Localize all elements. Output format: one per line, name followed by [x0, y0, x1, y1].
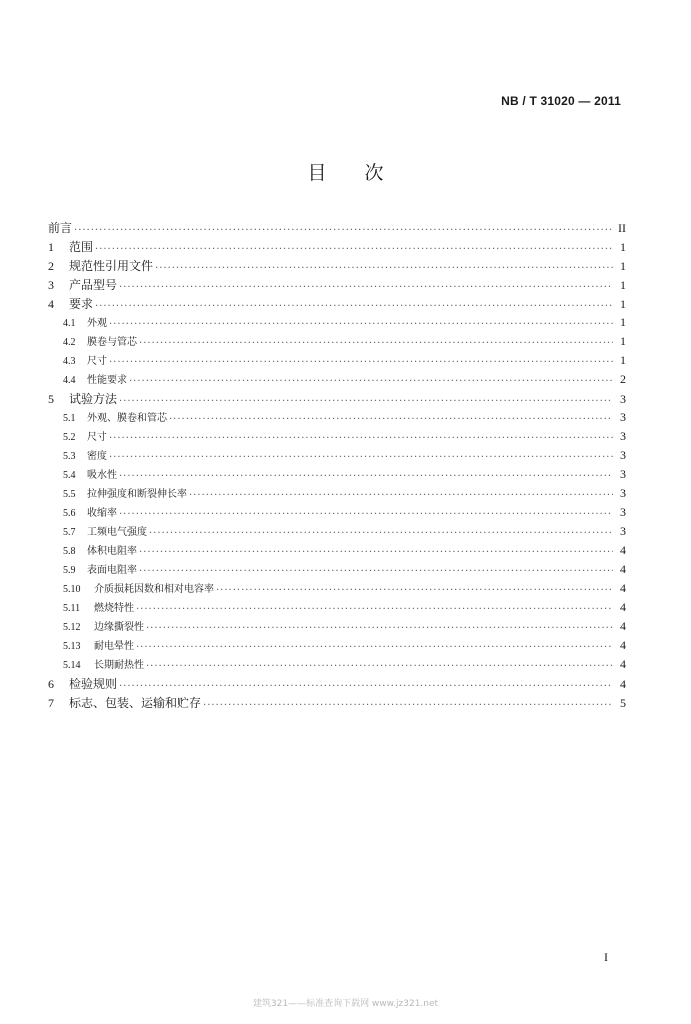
- toc-entry[interactable]: [48, 599, 626, 618]
- toc-dot-leader: [139, 544, 613, 555]
- toc-entry-label: 吸水性: [87, 470, 117, 481]
- toc-entry[interactable]: [48, 314, 626, 333]
- toc-entry-page: 1: [620, 353, 626, 367]
- toc-entry[interactable]: [48, 618, 626, 637]
- toc-entry[interactable]: [48, 295, 626, 314]
- toc-entry[interactable]: [48, 371, 626, 390]
- toc-dot-leader: [216, 582, 613, 593]
- toc-entry[interactable]: [48, 637, 626, 656]
- toc-dot-leader: [109, 354, 613, 365]
- toc-entry-number: 5.3: [63, 451, 76, 462]
- toc-entry-page: 1: [620, 334, 626, 348]
- toc-dot-leader: [139, 563, 613, 574]
- toc-entry-label: 密度: [87, 451, 107, 462]
- toc-dot-leader: [136, 601, 613, 612]
- toc-entry-number: 5.5: [63, 489, 76, 500]
- toc-entry-label: 拉伸强度和断裂伸长率: [87, 489, 187, 500]
- toc-entry-number: 5.14: [63, 660, 81, 671]
- toc-entry-page: 1: [620, 297, 626, 311]
- toc-entry-number: 5.12: [63, 622, 81, 633]
- toc-entry-number: 5: [48, 392, 54, 406]
- toc-entry-label: 膜卷与管芯: [87, 337, 137, 348]
- toc-entry-page: 1: [620, 315, 626, 329]
- toc-dot-leader: [119, 678, 613, 689]
- toc-entry-page: 5: [620, 696, 626, 710]
- toc-entry[interactable]: [48, 428, 626, 447]
- toc-dot-leader: [155, 260, 613, 271]
- toc-entry-label: 长期耐热性: [94, 660, 144, 671]
- toc-dot-leader: [136, 639, 613, 650]
- toc-entry-number: 7: [48, 696, 54, 710]
- toc-entry[interactable]: [48, 352, 626, 371]
- toc-entry-number: 5.9: [63, 565, 76, 576]
- toc-entry-number: 5.4: [63, 470, 76, 481]
- toc-dot-leader: [146, 620, 613, 631]
- toc-entry[interactable]: [48, 580, 626, 599]
- toc-entry-number: 4: [48, 297, 54, 311]
- toc-entry[interactable]: [48, 523, 626, 542]
- toc-entry[interactable]: [48, 542, 626, 561]
- watermark-text: 建筑321——标准查询下载网 www.jz321.net: [252, 999, 439, 1009]
- toc-entry[interactable]: [48, 561, 626, 580]
- toc-entry-page: 4: [620, 638, 626, 652]
- toc-entry-page: 3: [620, 448, 626, 462]
- toc-entry-label: 前言: [48, 221, 73, 235]
- toc-entry-label: 尺寸: [87, 356, 107, 367]
- toc-dot-leader: [109, 316, 613, 327]
- toc-dot-leader: [74, 222, 613, 233]
- toc-entry-label: 规范性引用文件: [69, 259, 154, 273]
- toc-entry-label: 性能要求: [87, 375, 127, 386]
- toc-entry-number: 1: [48, 240, 54, 254]
- toc-dot-leader: [109, 430, 613, 441]
- toc-entry-label: 介质损耗因数和相对电容率: [94, 584, 214, 595]
- toc-dot-leader: [139, 335, 613, 346]
- toc-entry-number: 4.3: [63, 356, 76, 367]
- table-of-contents: [48, 219, 626, 713]
- toc-entry-page: 1: [620, 278, 626, 292]
- toc-entry-label: 尺寸: [87, 432, 107, 443]
- toc-entry-label: 工频电气强度: [87, 527, 147, 538]
- toc-entry[interactable]: [48, 219, 626, 238]
- toc-entry-number: 5.7: [63, 527, 76, 538]
- toc-entry-page: 1: [620, 259, 626, 273]
- toc-dot-leader: [119, 279, 613, 290]
- standard-code: NB / T 31020 — 2011: [501, 94, 621, 108]
- toc-entry-number: 4.1: [63, 318, 76, 329]
- toc-entry-page: 4: [620, 600, 626, 614]
- toc-dot-leader: [203, 697, 613, 708]
- toc-entry-number: 3: [48, 278, 54, 292]
- page-number: I: [604, 950, 608, 964]
- toc-entry-label: 外观: [87, 318, 107, 329]
- toc-entry[interactable]: [48, 238, 626, 257]
- toc-entry-number: 2: [48, 259, 54, 273]
- toc-entry-page: 2: [620, 372, 626, 386]
- toc-entry-number: 5.13: [63, 641, 81, 652]
- toc-entry[interactable]: [48, 390, 626, 409]
- toc-entry[interactable]: [48, 276, 626, 295]
- toc-entry-page: 3: [620, 467, 626, 481]
- toc-dot-leader: [189, 487, 613, 498]
- toc-dot-leader: [109, 449, 613, 460]
- toc-entry-label: 收缩率: [87, 508, 117, 519]
- toc-entry-label: 检验规则: [69, 677, 118, 691]
- toc-entry-page: 1: [620, 240, 626, 254]
- toc-entry-label: 表面电阻率: [87, 565, 137, 576]
- toc-entry-label: 体积电阻率: [87, 546, 137, 557]
- toc-entry-page: 4: [620, 581, 626, 595]
- toc-entry-label: 燃烧特性: [94, 603, 134, 614]
- toc-dot-leader: [95, 298, 613, 309]
- toc-entry-number: 4.4: [63, 375, 76, 386]
- toc-entry-label: 要求: [69, 297, 94, 311]
- toc-entry[interactable]: [48, 257, 626, 276]
- toc-entry-number: 5.8: [63, 546, 76, 557]
- toc-entry-number: 5.6: [63, 508, 76, 519]
- toc-entry-page: 4: [620, 562, 626, 576]
- toc-entry[interactable]: [48, 675, 626, 694]
- toc-dot-leader: [119, 468, 613, 479]
- toc-entry-label: 外观、膜卷和管芯: [87, 413, 167, 424]
- toc-entry[interactable]: [48, 694, 626, 713]
- toc-entry-page: 3: [620, 392, 626, 406]
- toc-entry-page: II: [618, 221, 626, 235]
- toc-entry-number: 6: [48, 677, 54, 691]
- toc-entry-page: 4: [620, 657, 626, 671]
- toc-entry[interactable]: [48, 466, 626, 485]
- toc-dot-leader: [169, 411, 613, 422]
- toc-entry-label: 耐电晕性: [94, 641, 134, 652]
- toc-entry-page: 3: [620, 524, 626, 538]
- toc-entry[interactable]: [48, 333, 626, 352]
- toc-entry-page: 3: [620, 486, 626, 500]
- toc-entry-number: 5.10: [63, 584, 81, 595]
- toc-dot-leader: [119, 393, 613, 404]
- toc-entry-page: 3: [620, 410, 626, 424]
- toc-entry-page: 4: [620, 619, 626, 633]
- toc-entry-number: 5.11: [63, 603, 81, 614]
- toc-entry[interactable]: [48, 504, 626, 523]
- toc-entry-label: 标志、包装、运输和贮存: [69, 696, 202, 710]
- toc-entry-page: 3: [620, 429, 626, 443]
- toc-entry[interactable]: [48, 656, 626, 675]
- toc-dot-leader: [95, 241, 613, 252]
- page-title: 目次: [307, 162, 422, 184]
- toc-entry-number: 5.1: [63, 413, 76, 424]
- toc-dot-leader: [146, 658, 613, 669]
- toc-entry-page: 3: [620, 505, 626, 519]
- toc-entry[interactable]: [48, 447, 626, 466]
- toc-entry-label: 产品型号: [69, 278, 118, 292]
- toc-entry-page: 4: [620, 677, 626, 691]
- toc-dot-leader: [129, 373, 613, 384]
- toc-entry-label: 范围: [69, 240, 94, 254]
- toc-dot-leader: [149, 525, 613, 536]
- toc-entry-number: 4.2: [63, 337, 76, 348]
- toc-entry-label: 试验方法: [69, 392, 118, 406]
- toc-dot-leader: [119, 506, 613, 517]
- toc-entry[interactable]: [48, 409, 626, 428]
- toc-entry[interactable]: [48, 485, 626, 504]
- toc-entry-label: 边缘撕裂性: [94, 622, 144, 633]
- toc-entry-page: 4: [620, 543, 626, 557]
- toc-entry-number: 5.2: [63, 432, 76, 443]
